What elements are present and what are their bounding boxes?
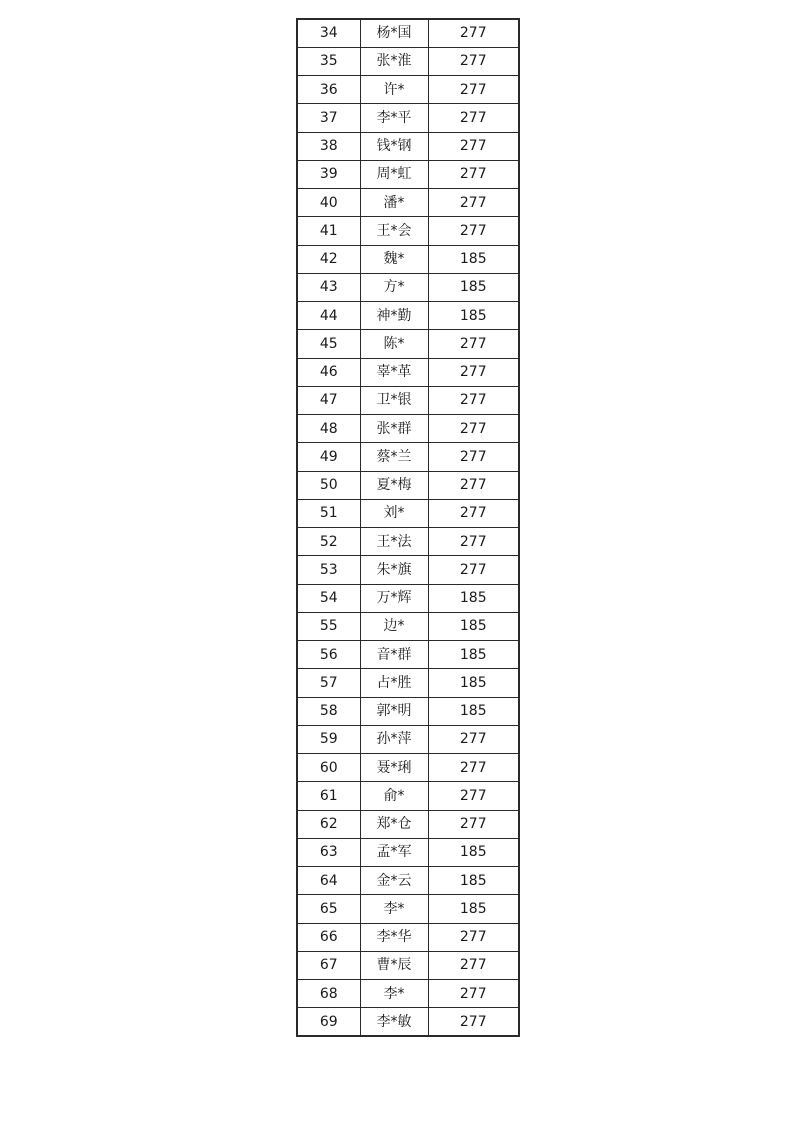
- row-number-cell: 38: [297, 132, 360, 160]
- name-cell: 聂*琍: [360, 754, 428, 782]
- amount-cell: 185: [428, 669, 519, 697]
- amount-cell: 277: [428, 951, 519, 979]
- amount-cell: 277: [428, 386, 519, 414]
- row-number-cell: 41: [297, 217, 360, 245]
- name-cell: 卫*银: [360, 386, 428, 414]
- row-number-cell: 44: [297, 302, 360, 330]
- table-row: [297, 867, 519, 895]
- amount-cell: 277: [428, 76, 519, 104]
- amount-cell: 277: [428, 923, 519, 951]
- name-cell: 李*: [360, 980, 428, 1008]
- name-cell: 钱*钢: [360, 132, 428, 160]
- table-row: [297, 358, 519, 386]
- amount-cell: 185: [428, 697, 519, 725]
- amount-cell: 277: [428, 19, 519, 47]
- amount-cell: 277: [428, 132, 519, 160]
- name-cell: 杨*国: [360, 19, 428, 47]
- table-row: [297, 838, 519, 866]
- table-row: [297, 471, 519, 499]
- amount-cell: 277: [428, 754, 519, 782]
- amount-cell: 277: [428, 980, 519, 1008]
- amount-cell: 185: [428, 838, 519, 866]
- amount-cell: 185: [428, 895, 519, 923]
- name-cell: 李*平: [360, 104, 428, 132]
- row-number-cell: 42: [297, 245, 360, 273]
- name-cell: 潘*: [360, 189, 428, 217]
- row-number-cell: 65: [297, 895, 360, 923]
- table-row: [297, 160, 519, 188]
- table-row: [297, 697, 519, 725]
- row-number-cell: 46: [297, 358, 360, 386]
- amount-cell: 277: [428, 330, 519, 358]
- table-row: [297, 217, 519, 245]
- name-cell: 郭*明: [360, 697, 428, 725]
- row-number-cell: 63: [297, 838, 360, 866]
- name-cell: 方*: [360, 273, 428, 301]
- name-cell: 占*胜: [360, 669, 428, 697]
- row-number-cell: 64: [297, 867, 360, 895]
- amount-cell: 185: [428, 612, 519, 640]
- row-number-cell: 48: [297, 415, 360, 443]
- amount-cell: 277: [428, 810, 519, 838]
- row-number-cell: 45: [297, 330, 360, 358]
- row-number-cell: 52: [297, 528, 360, 556]
- amount-cell: 277: [428, 415, 519, 443]
- table-row: [297, 273, 519, 301]
- name-cell: 音*群: [360, 641, 428, 669]
- name-cell: 李*华: [360, 923, 428, 951]
- table-row: [297, 641, 519, 669]
- amount-cell: 277: [428, 1008, 519, 1036]
- table-row: [297, 499, 519, 527]
- name-cell: 孙*萍: [360, 725, 428, 753]
- row-number-cell: 58: [297, 697, 360, 725]
- amount-cell: 277: [428, 443, 519, 471]
- table-row: [297, 47, 519, 75]
- row-number-cell: 47: [297, 386, 360, 414]
- amount-cell: 185: [428, 641, 519, 669]
- name-cell: 神*勤: [360, 302, 428, 330]
- row-number-cell: 67: [297, 951, 360, 979]
- amount-cell: 185: [428, 245, 519, 273]
- name-cell: 蔡*兰: [360, 443, 428, 471]
- row-number-cell: 53: [297, 556, 360, 584]
- table-row: [297, 330, 519, 358]
- table-row: [297, 584, 519, 612]
- table-row: [297, 189, 519, 217]
- name-cell: 许*: [360, 76, 428, 104]
- table-row: [297, 245, 519, 273]
- row-number-cell: 68: [297, 980, 360, 1008]
- table-row: [297, 923, 519, 951]
- amount-cell: 277: [428, 104, 519, 132]
- table-row: [297, 669, 519, 697]
- table-row: [297, 895, 519, 923]
- table-row: [297, 19, 519, 47]
- row-number-cell: 39: [297, 160, 360, 188]
- table-row: [297, 556, 519, 584]
- name-cell: 张*群: [360, 415, 428, 443]
- table-row: [297, 725, 519, 753]
- amount-cell: 277: [428, 471, 519, 499]
- table-row: [297, 528, 519, 556]
- roster-table: [296, 18, 520, 1037]
- amount-cell: 185: [428, 302, 519, 330]
- name-cell: 李*: [360, 895, 428, 923]
- name-cell: 万*辉: [360, 584, 428, 612]
- name-cell: 辜*革: [360, 358, 428, 386]
- table-row: [297, 1008, 519, 1036]
- amount-cell: 277: [428, 160, 519, 188]
- amount-cell: 277: [428, 528, 519, 556]
- row-number-cell: 56: [297, 641, 360, 669]
- name-cell: 俞*: [360, 782, 428, 810]
- table-row: [297, 980, 519, 1008]
- row-number-cell: 35: [297, 47, 360, 75]
- name-cell: 曹*辰: [360, 951, 428, 979]
- name-cell: 金*云: [360, 867, 428, 895]
- table-row: [297, 386, 519, 414]
- name-cell: 周*虹: [360, 160, 428, 188]
- table-row: [297, 76, 519, 104]
- table-row: [297, 415, 519, 443]
- name-cell: 刘*: [360, 499, 428, 527]
- amount-cell: 277: [428, 47, 519, 75]
- name-cell: 郑*仓: [360, 810, 428, 838]
- amount-cell: 277: [428, 217, 519, 245]
- row-number-cell: 60: [297, 754, 360, 782]
- row-number-cell: 37: [297, 104, 360, 132]
- name-cell: 张*淮: [360, 47, 428, 75]
- name-cell: 边*: [360, 612, 428, 640]
- row-number-cell: 40: [297, 189, 360, 217]
- row-number-cell: 59: [297, 725, 360, 753]
- amount-cell: 277: [428, 725, 519, 753]
- name-cell: 李*敏: [360, 1008, 428, 1036]
- table-row: [297, 443, 519, 471]
- amount-cell: 277: [428, 499, 519, 527]
- amount-cell: 277: [428, 189, 519, 217]
- table-row: [297, 782, 519, 810]
- row-number-cell: 50: [297, 471, 360, 499]
- name-cell: 王*法: [360, 528, 428, 556]
- roster-table-body: [297, 19, 519, 1036]
- table-row: [297, 132, 519, 160]
- amount-cell: 185: [428, 584, 519, 612]
- name-cell: 孟*军: [360, 838, 428, 866]
- table-row: [297, 104, 519, 132]
- row-number-cell: 43: [297, 273, 360, 301]
- name-cell: 朱*旗: [360, 556, 428, 584]
- name-cell: 陈*: [360, 330, 428, 358]
- row-number-cell: 54: [297, 584, 360, 612]
- table-row: [297, 810, 519, 838]
- row-number-cell: 62: [297, 810, 360, 838]
- amount-cell: 185: [428, 273, 519, 301]
- amount-cell: 277: [428, 782, 519, 810]
- amount-cell: 185: [428, 867, 519, 895]
- table-row: [297, 754, 519, 782]
- table-row: [297, 951, 519, 979]
- row-number-cell: 34: [297, 19, 360, 47]
- row-number-cell: 51: [297, 499, 360, 527]
- row-number-cell: 69: [297, 1008, 360, 1036]
- row-number-cell: 49: [297, 443, 360, 471]
- row-number-cell: 57: [297, 669, 360, 697]
- table-row: [297, 612, 519, 640]
- name-cell: 王*会: [360, 217, 428, 245]
- row-number-cell: 36: [297, 76, 360, 104]
- table-row: [297, 302, 519, 330]
- name-cell: 夏*梅: [360, 471, 428, 499]
- row-number-cell: 66: [297, 923, 360, 951]
- row-number-cell: 61: [297, 782, 360, 810]
- name-cell: 魏*: [360, 245, 428, 273]
- amount-cell: 277: [428, 358, 519, 386]
- row-number-cell: 55: [297, 612, 360, 640]
- amount-cell: 277: [428, 556, 519, 584]
